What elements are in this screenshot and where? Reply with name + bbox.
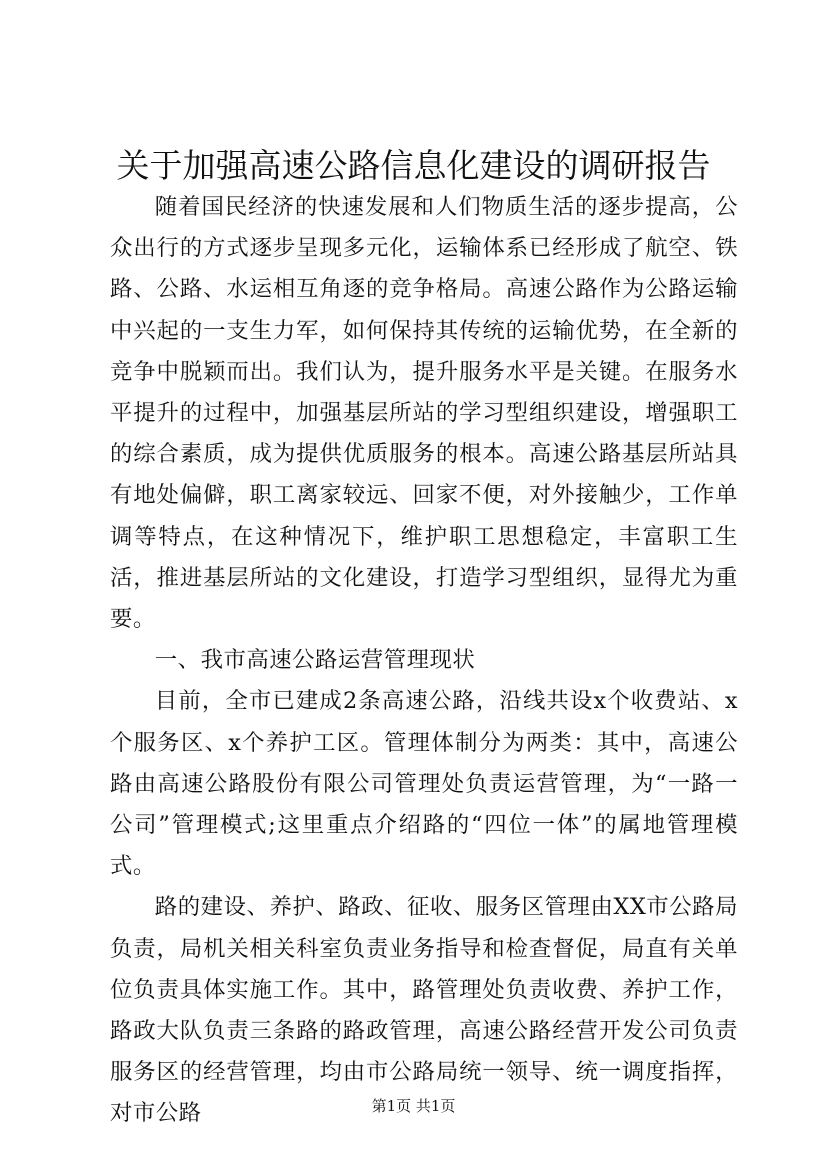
paragraph-current-status: 目前，全市已建成2条高速公路，沿线共设x个收费站、x个服务区、x个养护工区。管理体制分为两类：其中，高速公路由高速公路股份有限公司管理处负责运营管理，为“一路一公司”管理模式;这里重点介绍路的“四位一体”的属地管理模式。 [110,688,738,880]
page-footer: 第1页 共1页 [371,1097,456,1115]
paragraph-intro: 随着国民经济的快速发展和人们物质生活的逐步提高，公众出行的方式逐步呈现多元化，运输体系已经形成了航空、铁路、公路、水运相互角逐的竞争格局。高速公路作为公路运输中兴起的一支生力军，如何保持其传统的运输优势，在全新的竞争中脱颖而出。我们认为，提升服务水平是关键。在服务水平提升的过程中，加强基层所站的学习型组织建设，增强职工的综合素质，成为提供优质服务的根本。高速公路基层所站具有地处偏僻，职工离家较远、回家不便，对外接触少，工作单调等特点，在这种情况下，维护职工思想稳定，丰富职工生活，推进基层所站的文化建设，打造学习型组织，显得尤为重要。 [110,194,738,633]
document-title: 关于加强高速公路信息化建设的调研报告 [116,146,711,185]
document-body [110,187,738,1135]
paragraph-management: 路的建设、养护、路政、征收、服务区管理由XX市公路局负责，局机关相关科室负责业务指导和检查督促，局直有关单位负责具体实施工作。其中，路管理处负责收费、养护工作，路政大队负责三条路的路政管理，高速公路经营开发公司负责服务区的经营管理，均由市公路局统一领导、统一调度指挥，对市公路 [110,894,738,1127]
section-heading-1: 一、我市高速公路运营管理现状 [154,647,476,674]
